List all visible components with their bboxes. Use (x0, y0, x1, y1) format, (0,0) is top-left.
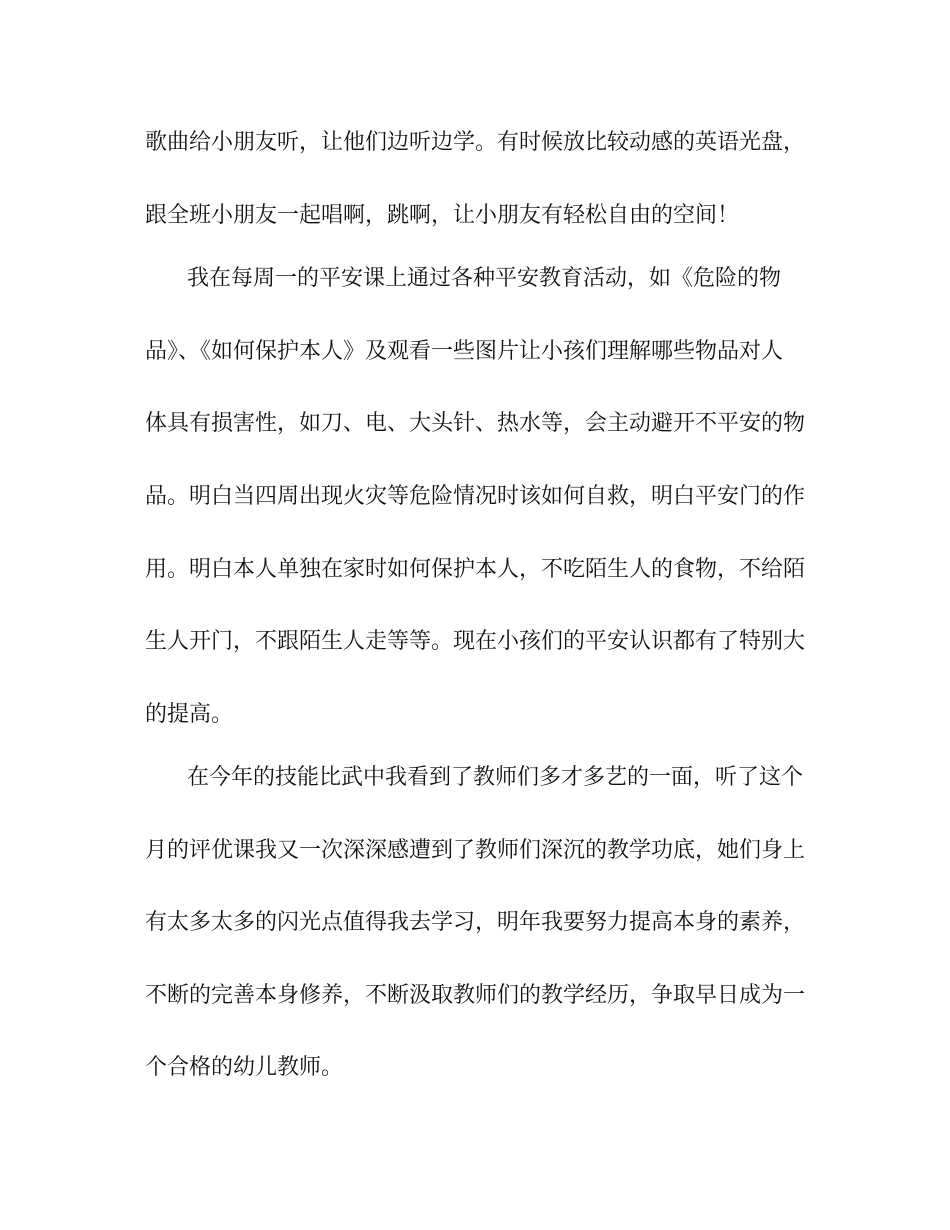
text-line: 有太多太多的闪光点值得我去学习，明年我要努力提高本身的素养， (145, 910, 806, 935)
text-line: 个合格的幼儿教师。 (145, 1055, 344, 1080)
text-line: 跟全班小朋友一起唱啊，跳啊，让小朋友有轻松自由的空间！ (145, 203, 740, 228)
text-line: 的提高。 (145, 702, 234, 727)
text-line: 歌曲给小朋友听，让他们边听边学。有时候放比较动感的英语光盘， (145, 130, 806, 155)
text-line: 用。明白本人单独在家时如何保护本人，不吃陌生人的食物，不给陌 (145, 557, 806, 582)
text-line: 品。明白当四周出现火灾等危险情况时该如何自救，明白平安门的作 (145, 484, 806, 509)
text-line: 不断的完善本身修养，不断汲取教师们的教学经历，争取早日成为一 (145, 983, 806, 1008)
text-line: 品》、《如何保护本人》及观看一些图片让小孩们理解哪些物品对人 (145, 339, 784, 364)
text-line: 生人开门，不跟陌生人走等等。现在小孩们的平安认识都有了特别大 (145, 629, 806, 654)
paragraph-start-line: 在今年的技能比武中我看到了教师们多才多艺的一面，听了这个 (187, 765, 804, 790)
text-line: 体具有损害性，如刀、电、大头针、热水等，会主动避开不平安的物 (145, 411, 806, 436)
paragraph-start-line: 我在每周一的平安课上通过各种平安教育活动，如《危险的物 (187, 266, 782, 291)
text-line: 月的评优课我又一次深深感遭到了教师们深沉的教学功底，她们身上 (145, 838, 806, 863)
